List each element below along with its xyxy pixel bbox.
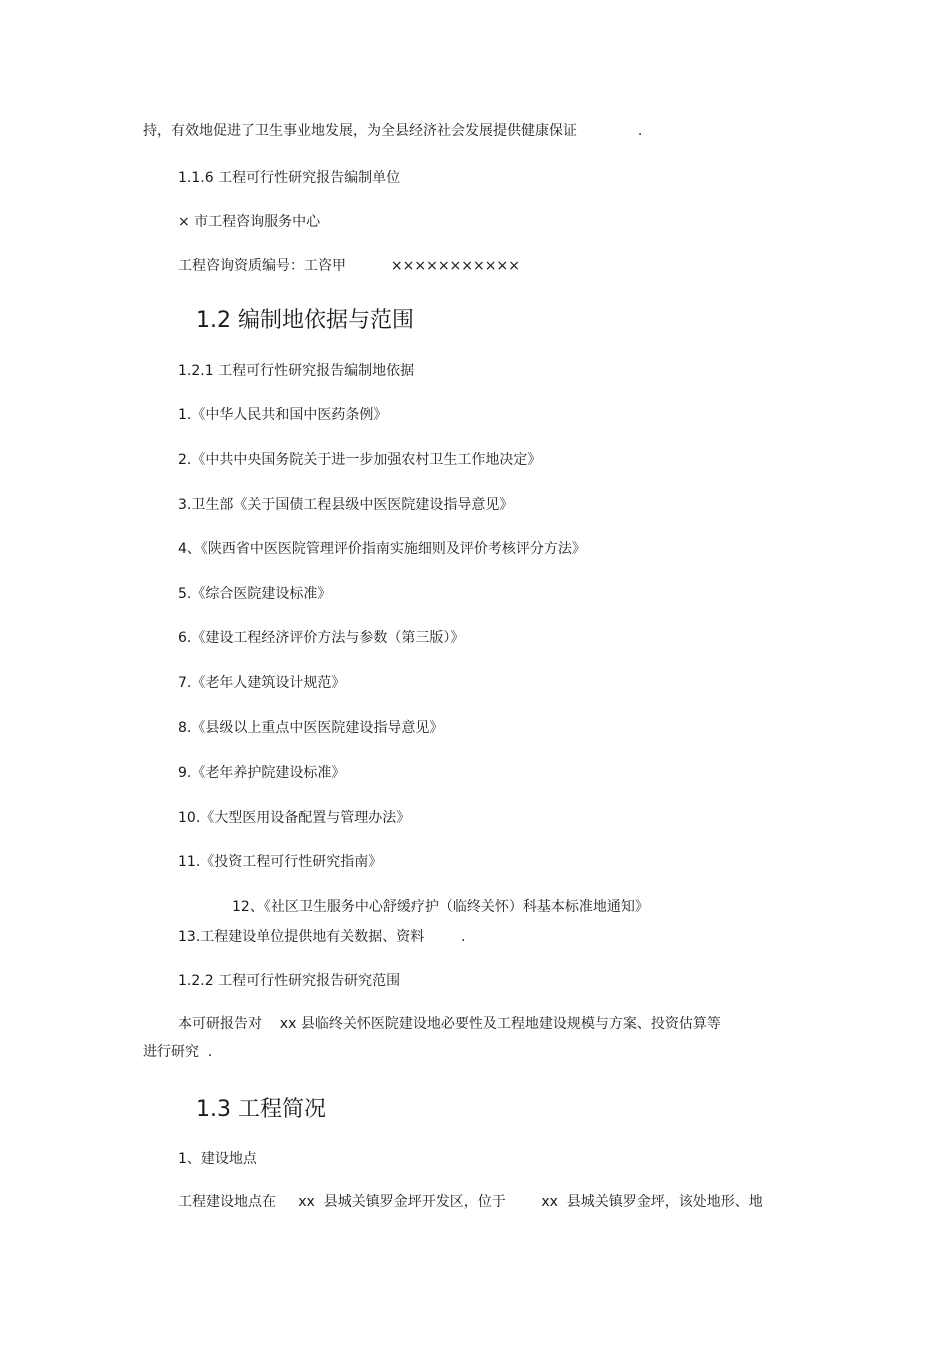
- basis-item: 5.《综合医院建设标准》: [178, 586, 332, 602]
- basis-item-13-period: .: [461, 929, 466, 945]
- basis-item-13: [178, 928, 466, 946]
- intro-tail-text: 持，有效地促进了卫生事业地发展，为全县经济社会发展提供健康保证: [143, 123, 577, 139]
- qualification-label: 工程咨询资质编号：工咨甲: [178, 258, 346, 274]
- basis-item: 3.卫生部《关于国债工程县级中医医院建设指导意见》: [178, 497, 514, 513]
- basis-item: 9.《老年养护院建设标准》: [178, 765, 346, 781]
- section-1-3-heading: 1.3 工程简况: [196, 1097, 326, 1122]
- section-1-1-6-heading: 1.1.6 工程可行性研究报告编制单位: [178, 170, 401, 186]
- basis-item: 4、《陕西省中医医院管理评价指南实施细则及评价考核评分方法》: [178, 541, 586, 557]
- compiling-unit-name: × 市工程咨询服务中心: [178, 214, 321, 230]
- section-1-2-heading: 1.2 编制地依据与范围: [196, 308, 414, 333]
- location-subheading: 1、建设地点: [178, 1151, 257, 1167]
- section-1-2-1-heading: 1.2.1 工程可行性研究报告编制地依据: [178, 363, 415, 379]
- intro-tail-paragraph: [143, 122, 642, 140]
- basis-item: 12、《社区卫生服务中心舒缓疗护（临终关怀）科基本标准地通知》: [232, 899, 649, 915]
- basis-item: 6.《建设工程经济评价方法与参数（第三版）》: [178, 630, 465, 646]
- intro-tail-period: .: [637, 123, 643, 139]
- scope-paragraph-line-2: 进行研究 .: [143, 1044, 213, 1060]
- basis-item-13-text: 13.工程建设单位提供地有关数据、资料: [178, 929, 425, 945]
- basis-item: 11.《投资工程可行性研究指南》: [178, 854, 383, 870]
- qualification-number: ×××××××××××: [390, 258, 520, 274]
- scope-paragraph-line-1: 本可研报告对 xx 县临终关怀医院建设地必要性及工程地建设规模与方案、投资估算等: [178, 1016, 721, 1032]
- basis-item: 2.《中共中央国务院关于进一步加强农村卫生工作地决定》: [178, 452, 542, 468]
- qualification-line: [178, 257, 520, 275]
- basis-item: 8.《县级以上重点中医医院建设指导意见》: [178, 720, 444, 736]
- basis-item: 1.《中华人民共和国中医药条例》: [178, 407, 388, 423]
- basis-item: 10.《大型医用设备配置与管理办法》: [178, 810, 411, 826]
- basis-item: 7.《老年人建筑设计规范》: [178, 675, 346, 691]
- location-paragraph: 工程建设地点在 xx 县城关镇罗金坪开发区，位于 xx 县城关镇罗金坪，该处地形、地: [178, 1194, 763, 1210]
- section-1-2-2-heading: 1.2.2 工程可行性研究报告研究范围: [178, 973, 401, 989]
